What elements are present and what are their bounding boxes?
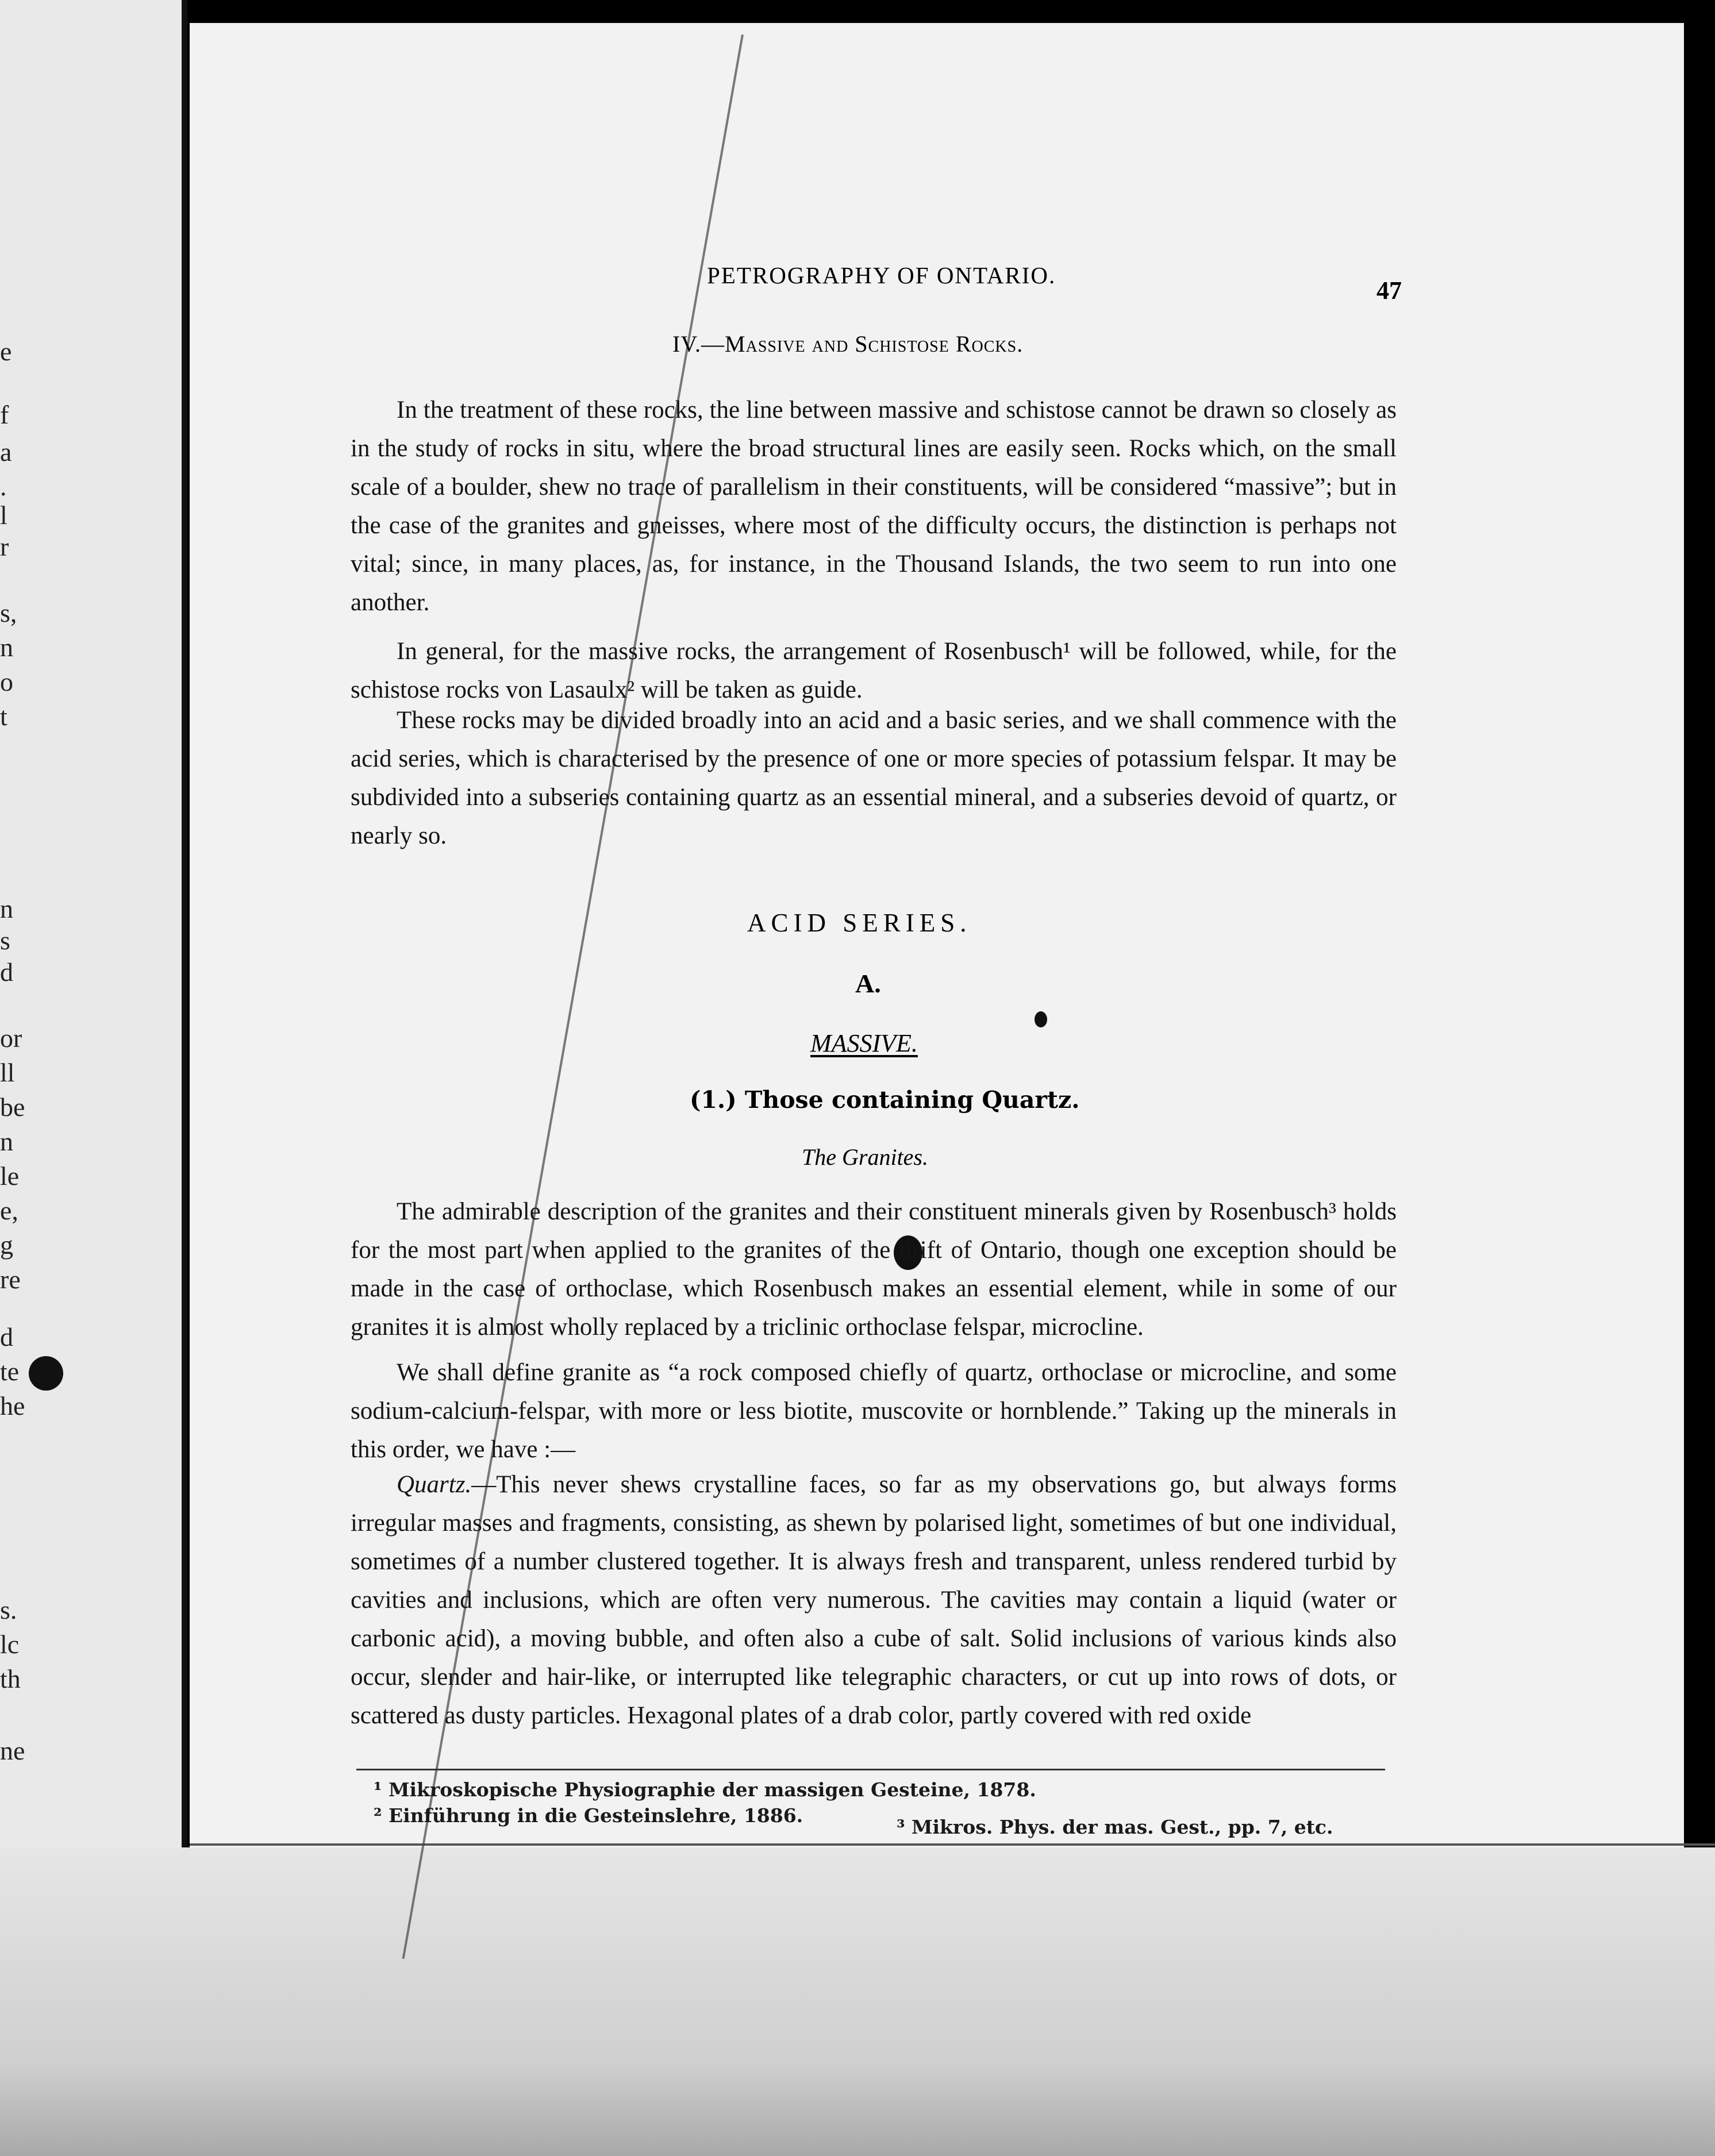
facing-page-fragment: ne: [0, 1736, 25, 1765]
paragraph-quartz: [351, 1465, 1397, 1735]
facing-page-margin: [0, 0, 185, 2156]
facing-page-fragment: be: [0, 1092, 25, 1122]
facing-page-fragment: s: [0, 926, 10, 955]
facing-page-fragment: n: [0, 894, 13, 923]
facing-page-fragment: f: [0, 400, 9, 429]
facing-page-fragment: s.: [0, 1595, 17, 1624]
scan-bottom-margin: [0, 1847, 1715, 2156]
facing-page-fragment: he: [0, 1391, 25, 1420]
quartz-text: —This never shews crystalline faces, so far as my observations go, but always forms irregular masses and fragments, consisting, as shewn by polarised light, sometimes of but one individual, sometimes of a number clustered together. It is always fresh and transparent, unless rendered turbid by cavities and inclusions, which are often very numerous. The cavities may contain a liquid (water or carbonic acid), a moving bubble, and often also a cube of salt. Solid inclusions of various kinds also occur, slender and hair-like, or interrupted like telegraphic characters, or cut up into rows of dots, or scattered as dusty particles. Hexagonal plates of a drab color, partly covered with red oxide: [351, 1471, 1397, 1729]
granites-heading: The Granites.: [802, 1144, 928, 1170]
footnote-2: ² Einführung in die Gesteinslehre, 1886.: [374, 1804, 803, 1827]
facing-page-fragment: r: [0, 532, 9, 561]
gutter-shadow: [182, 0, 187, 2156]
running-head: PETROGRAPHY OF ONTARIO.: [707, 262, 1056, 288]
facing-page-fragment: ll: [0, 1058, 15, 1087]
division-letter: A.: [855, 969, 881, 998]
facing-page-fragment: le: [0, 1161, 20, 1191]
facing-page-fragment: l: [0, 500, 7, 530]
footnote-rule: [356, 1769, 1385, 1770]
page-number: 47: [1376, 276, 1402, 305]
ink-blot: [29, 1356, 63, 1391]
facing-page-fragment: .: [0, 472, 7, 501]
scan-edge-line: [190, 1843, 1715, 1846]
facing-page-fragment: e: [0, 337, 12, 366]
facing-page-fragment: th: [0, 1664, 21, 1693]
footnote-1: ¹ Mikroskopische Physiographie der massigen Gesteine, 1878.: [374, 1778, 1036, 1801]
facing-page-fragment: d: [0, 957, 13, 987]
facing-page-fragment: g: [0, 1230, 13, 1260]
massive-heading: MASSIVE.: [810, 1029, 918, 1057]
facing-page-fragment: re: [0, 1265, 21, 1294]
facing-page-fragment: d: [0, 1322, 13, 1352]
acid-series-heading: ACID SERIES.: [747, 908, 972, 937]
facing-page-fragment: a: [0, 437, 12, 467]
paragraph-description: The admirable description of the granites and their constituent minerals given by Rosenbusch³ holds for the most part when applied to the granites of the drift of Ontario, though one exception should be made in the case of orthoclase, which Rosenbusch makes an essential element, while in some of our granites it is almost wholly replaced by a triclinic orthoclase felspar, microcline.: [351, 1198, 1397, 1341]
facing-page-fragment: te: [0, 1357, 20, 1386]
facing-page-fragment: o: [0, 667, 13, 696]
facing-page-fragment: s,: [0, 598, 17, 627]
paragraph-definition: We shall define granite as “a rock composed chiefly of quartz, orthoclase or microcline, and some sodium-calcium-felspar, with more or less biotite, muscovite or hornblende.” Taking up the minerals in this order, we have :—: [351, 1359, 1397, 1463]
paragraph-treatment: In the treatment of these rocks, the line between massive and schistose cannot be drawn so closely as in the study of rocks in situ, where the broad structural lines are easily seen. Rocks which, on the small scale of a boulder, shew no trace of parallelism in their constituents, will be considered “massive”; but in the case of the granites and gneisses, where most of the difficulty occurs, the distinction is perhaps not vital; since, in many places, as, for instance, in the Thousand Islands, the two seem to run into one another.: [351, 396, 1397, 616]
facing-page-fragment: t: [0, 702, 7, 731]
paragraph-arrangement: In general, for the massive rocks, the arrangement of Rosenbusch¹ will be followed, while, for the schistose rocks von Lasaulx² will be taken as guide.: [351, 638, 1397, 703]
facing-page-fragment: or: [0, 1023, 22, 1053]
paragraph-division: These rocks may be divided broadly into an acid and a basic series, and we shall commence with the acid series, which is characterised by the presence of one or more species of potassium felspar. It may be subdivided into a subseries containing quartz as an essential mineral, and a subseries devoid of quartz, or nearly so.: [351, 707, 1397, 849]
section-title: IV.—Massive and Schistose Rocks.: [672, 331, 1024, 357]
quartz-lead: Quartz.: [397, 1471, 472, 1498]
ink-blot: [1035, 1011, 1047, 1027]
facing-page-fragment: n: [0, 633, 13, 662]
footnote-3: ³ Mikros. Phys. der mas. Gest., pp. 7, etc.: [897, 1816, 1333, 1838]
facing-page-fragment: lc: [0, 1630, 20, 1659]
quartz-subheading: (1.) Those containing Quartz.: [690, 1086, 1080, 1114]
facing-page-fragment: n: [0, 1127, 13, 1156]
facing-page-fragment: e,: [0, 1196, 18, 1225]
